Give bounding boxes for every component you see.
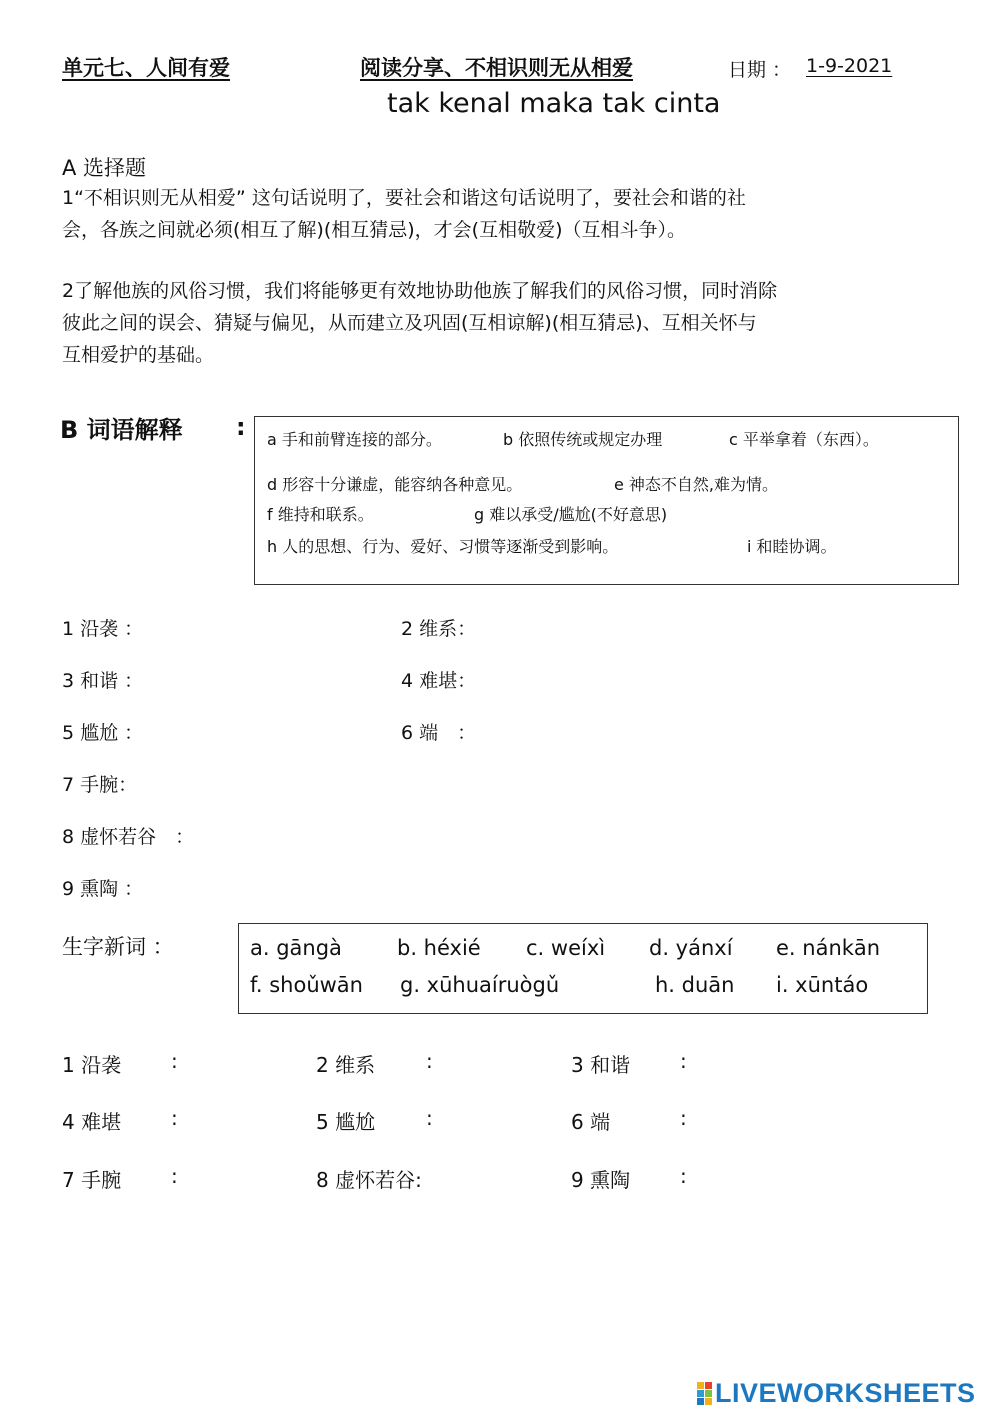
lesson-title: 阅读分享、不相识则无从相爱 xyxy=(360,56,633,80)
section-b-title: B 词语解释 xyxy=(60,416,183,444)
liveworksheets-mark-icon xyxy=(697,1382,712,1405)
b-item-6: 6 端 ： xyxy=(401,722,477,744)
question-2-line-3: 互相爱护的基础。 xyxy=(62,344,215,366)
question-2 xyxy=(62,275,962,371)
definition-d: d 形容十分谦虚，能容纳各种意见。 xyxy=(267,475,523,494)
c-item-6-label: 6 端 xyxy=(571,1110,611,1134)
logo-mark-cell xyxy=(705,1398,712,1405)
b-item-7: 7 手腕： xyxy=(62,774,138,796)
pinyin-h: h. duān xyxy=(655,973,735,997)
c-item-2-label: 2 维系 xyxy=(316,1053,376,1077)
definition-e: e 神态不自然,难为情。 xyxy=(614,475,779,494)
definition-f: f 维持和联系。 xyxy=(267,505,374,524)
c-item-3-label: 3 和谐 xyxy=(571,1053,631,1077)
subtitle: tak kenal maka tak cinta xyxy=(387,88,721,119)
definition-a: a 手和前臂连接的部分。 xyxy=(267,430,442,449)
b-item-2: 2 维系： xyxy=(401,618,477,640)
question-2-line-1: 2了解他族的风俗习惯，我们将能够更有效地协助他族了解我们的风俗习惯，同时消除 xyxy=(62,280,778,302)
c-item-5-colon: : xyxy=(426,1106,433,1130)
c-item-9-label: 9 熏陶 xyxy=(571,1168,631,1192)
c-item-8-label: 8 虚怀若谷: xyxy=(316,1168,422,1192)
c-item-6-colon: : xyxy=(680,1106,687,1130)
b-item-8: 8 虚怀若谷 ： xyxy=(62,826,195,848)
pinyin-g: g. xūhuaíruògǔ xyxy=(400,973,560,997)
c-item-3-colon: : xyxy=(680,1049,687,1073)
logo-mark-cell xyxy=(705,1382,712,1389)
c-item-4-colon: : xyxy=(171,1106,178,1130)
c-item-4-label: 4 难堪 xyxy=(62,1110,122,1134)
c-item-9-colon: : xyxy=(680,1164,687,1188)
logo-mark-cell xyxy=(697,1390,704,1397)
b-item-9: 9 熏陶 ： xyxy=(62,878,144,900)
c-item-7-label: 7 手腕 xyxy=(62,1168,122,1192)
pinyin-d: d. yánxí xyxy=(649,936,733,960)
unit-title: 单元七、人间有爱 xyxy=(62,56,230,80)
c-item-1-colon: : xyxy=(171,1049,178,1073)
question-2-line-2: 彼此之间的误会、猜疑与偏见，从而建立及巩固(互相谅解)(相互猜忌)、互相关怀与 xyxy=(62,312,757,334)
section-c-title: 生字新词 ： xyxy=(62,935,174,959)
c-item-2-colon: : xyxy=(426,1049,433,1073)
pinyin-c: c. weíxì xyxy=(526,936,606,960)
logo-mark-cell xyxy=(697,1382,704,1389)
date-label: 日期 ： xyxy=(728,59,792,81)
definition-i: i 和睦协调。 xyxy=(747,537,837,556)
logo-mark-cell xyxy=(697,1398,704,1405)
date-value: 1-9-2021 xyxy=(806,55,893,77)
pinyin-f: f. shoǔwān xyxy=(250,973,363,997)
pinyin-e: e. nánkān xyxy=(776,936,881,960)
question-1 xyxy=(62,182,962,246)
definition-c: c 平举拿着（东西）。 xyxy=(729,430,879,449)
logo-mark-cell xyxy=(705,1390,712,1397)
b-item-3: 3 和谐 ： xyxy=(62,670,144,692)
b-item-4: 4 难堪： xyxy=(401,670,477,692)
definition-g: g 难以承受/尴尬(不好意思) xyxy=(474,505,668,524)
c-item-5-label: 5 尴尬 xyxy=(316,1110,376,1134)
b-item-5: 5 尴尬 ： xyxy=(62,722,144,744)
question-1-line-2: 会，各族之间就必须(相互了解)(相互猜忌)，才会(互相敬爱)（互相斗争）。 xyxy=(62,219,686,241)
definition-b: b 依照传统或规定办理 xyxy=(503,430,663,449)
liveworksheets-logo xyxy=(697,1378,976,1408)
c-item-7-colon: : xyxy=(171,1164,178,1188)
definition-h: h 人的思想、行为、爱好、习惯等逐渐受到影响。 xyxy=(267,537,619,556)
section-b-colon: : xyxy=(236,413,246,441)
c-item-1-label: 1 沿袭 xyxy=(62,1053,122,1077)
pinyin-b: b. héxié xyxy=(397,936,481,960)
question-1-line-1: 1“不相识则无从相爱” 这句话说明了，要社会和谐这句话说明了，要社会和谐的社 xyxy=(62,187,746,209)
section-a-title: A 选择题 xyxy=(62,156,147,180)
b-item-1: 1 沿袭 ： xyxy=(62,618,144,640)
pinyin-i: i. xūntáo xyxy=(776,973,869,997)
pinyin-a: a. gāngà xyxy=(250,936,342,960)
liveworksheets-logo-text: LIVEWORKSHEETS xyxy=(715,1377,976,1408)
